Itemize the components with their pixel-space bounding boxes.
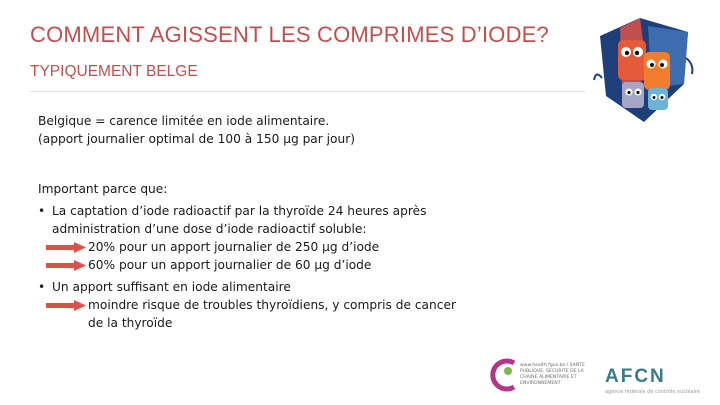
sante-logo-text: www.health.fgov.be / SANTE PUBLIQUE, SECURITE DE LA CHAINE ALIMENTAIRE ET ENVIRONNEMENT (520, 363, 585, 386)
arrow-text: moindre risque de troubles thyroïdiens, y compris de cancer (88, 298, 456, 312)
bullet-1-line-1: La captation d’iode radioactif par la thyroïde 24 heures après (52, 204, 427, 218)
arrow-item (38, 238, 498, 256)
slide-title: COMMENT AGISSENT LES COMPRIMES D’IODE? (30, 22, 549, 47)
arrow-item (38, 296, 498, 314)
bullet-dot-icon: • (38, 204, 46, 218)
afcn-logo-text: AFCN (605, 366, 666, 387)
intro-line-1: Belgique = carence limitée en iode alimentaire. (38, 114, 330, 128)
afcn-logo-subtext: agence fédérale de contrôle nucléaire (605, 389, 701, 395)
slide-body (38, 112, 498, 332)
intro-line-2: (apport journalier optimal de 100 à 150 µg par jour) (38, 132, 355, 146)
slide-subtitle: TYPIQUEMENT BELGE (30, 63, 198, 80)
bullet-item (38, 278, 498, 296)
afcn-logo (605, 366, 717, 402)
arrow-text: 60% pour un apport journalier de 60 µg d’iode (88, 258, 372, 272)
arrow-text: 20% pour un apport journalier de 250 µg d’iode (88, 240, 380, 254)
arrow-right-icon (46, 260, 86, 271)
arrow-right-icon (46, 300, 86, 311)
bullet-item (38, 202, 498, 220)
arrow-item (38, 256, 498, 274)
arrow-right-icon (46, 242, 86, 253)
important-label: Important parce que: (38, 182, 168, 196)
arrow-text: de la thyroïde (88, 316, 173, 330)
arrow-continuation (38, 314, 498, 332)
title-divider (30, 91, 585, 92)
mascot-illustration (592, 18, 697, 128)
bullet-dot-icon: • (38, 280, 46, 294)
bullet-2-line-1: Un apport suffisant en iode alimentaire (52, 280, 291, 294)
sante-logo-mark-icon (486, 355, 520, 395)
bullet-1-line-2: administration d’une dose d’iode radioactif soluble: (52, 222, 367, 236)
sante-logo (486, 355, 596, 403)
